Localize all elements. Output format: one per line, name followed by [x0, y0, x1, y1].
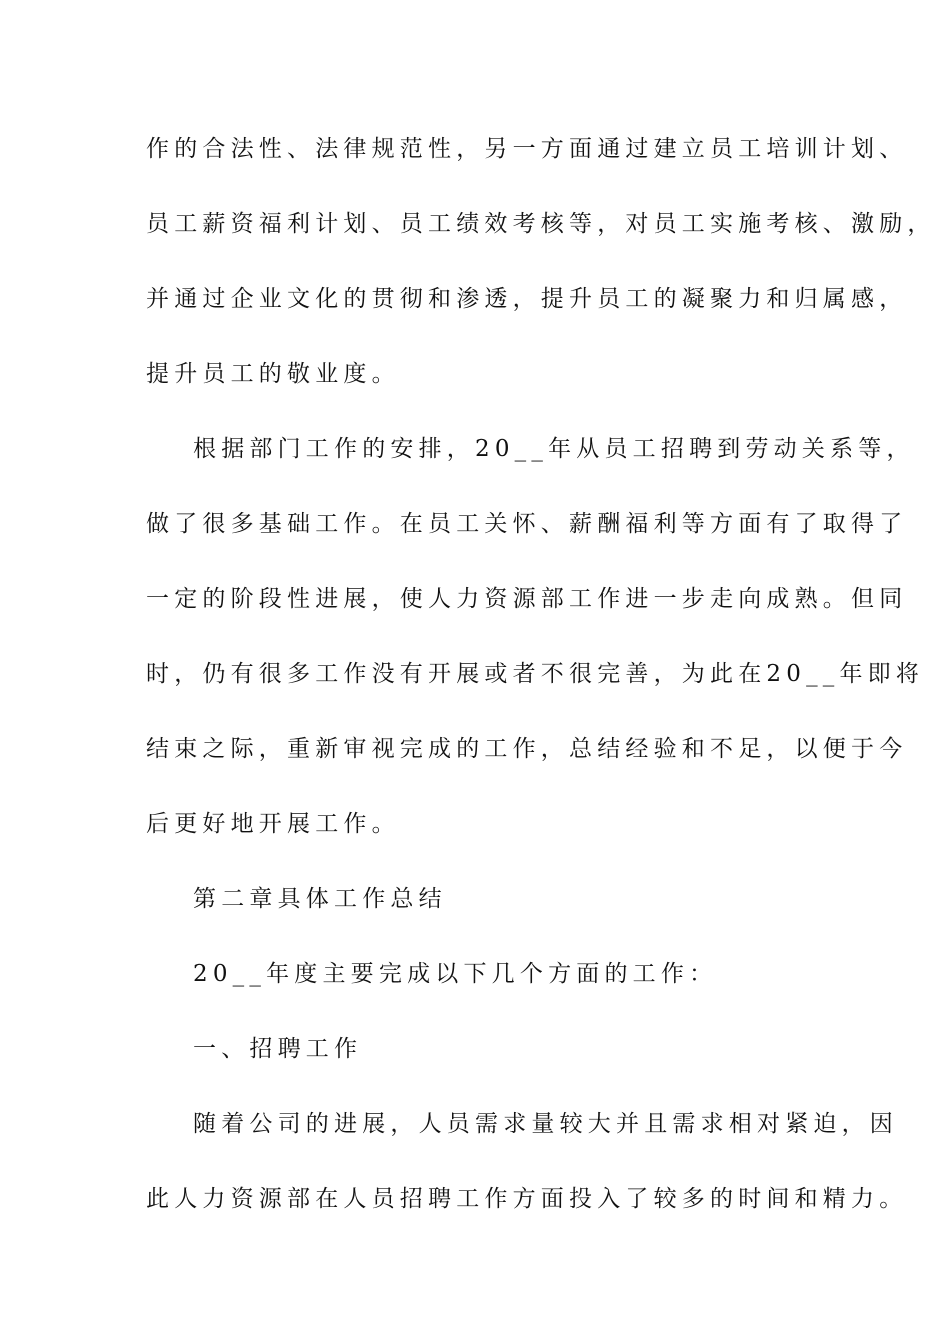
recruitment-paragraph-line-1: 随着公司的进展，人员需求量较大并且需求相对紧迫，因 [193, 1111, 898, 1137]
paragraph-2-line-3: 一定的阶段性进展，使人力资源部工作进一步走向成熟。但同 [146, 586, 908, 612]
paragraph-2-line-1: 根据部门工作的安排，20__年从员工招聘到劳动关系等， [193, 436, 915, 462]
year-summary-intro: 20__年度主要完成以下几个方面的工作： [193, 961, 718, 987]
recruitment-paragraph-line-2: 此人力资源部在人员招聘工作方面投入了较多的时间和精力。 [146, 1186, 908, 1212]
text-line-1: 作的合法性、法律规范性，另一方面通过建立员工培训计划、 [146, 136, 908, 162]
paragraph-2-line-6: 后更好地开展工作。 [146, 811, 400, 837]
text-line-3: 并通过企业文化的贯彻和渗透，提升员工的凝聚力和归属感， [146, 286, 908, 312]
paragraph-2-line-2: 做了很多基础工作。在员工关怀、薪酬福利等方面有了取得了 [146, 511, 908, 537]
text-line-2: 员工薪资福利计划、员工绩效考核等，对员工实施考核、激励， [146, 211, 936, 237]
text-line-4: 提升员工的敬业度。 [146, 361, 400, 387]
section-heading-recruitment: 一、招聘工作 [193, 1036, 363, 1062]
chapter-heading: 第二章具体工作总结 [193, 886, 447, 912]
paragraph-2-line-5: 结束之际，重新审视完成的工作，总结经验和不足，以便于今 [146, 736, 908, 762]
paragraph-2-line-4: 时，仍有很多工作没有开展或者不很完善，为此在20__年即将 [146, 661, 925, 687]
